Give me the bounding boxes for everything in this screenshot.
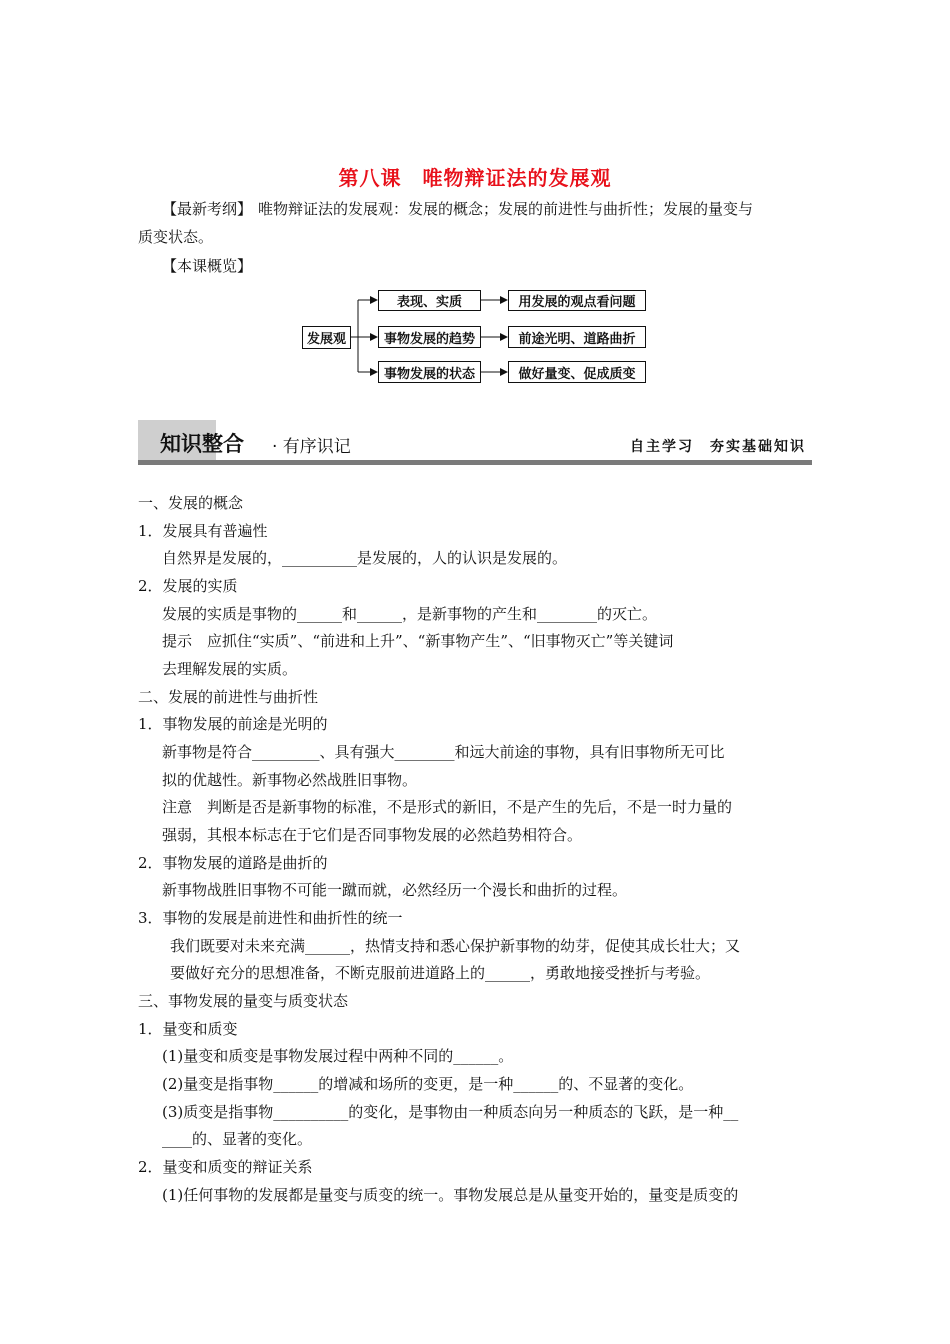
body-line: 我们既要对未来充满______，热情支持和悉心保护新事物的幼芽，促使其成长壮大；又 — [170, 937, 741, 955]
body-line: (3)质变是指事物__________的变化，是事物由一种质态向另一种质态的飞跃，是一种__ — [162, 1103, 739, 1121]
body-line: 新事物战胜旧事物不可能一蹴而就，必然经历一个漫长和曲折的过程。 — [162, 881, 628, 899]
body-line: (1)任何事物的发展都是量变与质变的统一。事物发展总是从量变开始的，量变是质变的 — [162, 1186, 739, 1204]
body-line: 去理解发展的实质。 — [162, 660, 298, 678]
flowchart-right-2: 前途光明、道路曲折 — [508, 326, 646, 348]
body-line: (1)量变和质变是事物发展过程中两种不同的______。 — [162, 1047, 514, 1065]
body-line: 2．事物发展的道路是曲折的 — [138, 854, 328, 872]
kaogang-text: 唯物辩证法的发展观：发展的概念；发展的前进性与曲折性；发展的量变与 — [258, 200, 754, 218]
flowchart-mid-3: 事物发展的状态 — [378, 361, 481, 383]
body-line: ____的、显著的变化。 — [162, 1130, 313, 1148]
body-line: 二、发展的前进性与曲折性 — [138, 688, 319, 706]
flowchart-right-1: 用发展的观点看问题 — [508, 290, 646, 311]
section-banner — [138, 420, 812, 468]
page-title: 第八课 唯物辩证法的发展观 — [338, 166, 612, 190]
body-line: 2．量变和质变的辩证关系 — [138, 1158, 313, 1176]
body-line: 新事物是符合_________、具有强大________和远大前途的事物，具有旧事物所无可比 — [162, 743, 725, 761]
banner-bar — [138, 460, 812, 465]
body-line: 1．发展具有普遍性 — [138, 522, 268, 540]
body-line: 拟的优越性。新事物必然战胜旧事物。 — [162, 771, 418, 789]
body-line: 一、发展的概念 — [138, 494, 244, 512]
body-line: 2．发展的实质 — [138, 577, 238, 595]
kaogang-cont: 质变状态。 — [138, 228, 214, 246]
kaogang-label: 【最新考纲】 — [162, 200, 253, 218]
flowchart-mid-2: 事物发展的趋势 — [378, 326, 481, 348]
body-line: 三、事物发展的量变与质变状态 — [138, 992, 349, 1010]
flowchart-root: 发展观 — [302, 326, 351, 349]
body-line: 提示 应抓住“实质”、“前进和上升”、“新事物产生”、“旧事物灭亡”等关键词 — [162, 632, 674, 650]
body-line: (2)量变是指事物______的增减和场所的变更，是一种______的、不显著的变化。 — [162, 1075, 694, 1093]
overview-label: 【本课概览】 — [162, 257, 253, 275]
body-line: 注意 判断是否是新事物的标准，不是形式的新旧，不是产生的先后，不是一时力量的 — [162, 798, 733, 816]
body-line: 3．事物的发展是前进性和曲折性的统一 — [138, 909, 403, 927]
banner-title: 知识整合 — [160, 432, 244, 456]
body-line: 要做好充分的思想准备，不断克服前进道路上的______，勇敢地接受挫折与考验。 — [170, 964, 711, 982]
flowchart-right-3: 做好量变、促成质变 — [508, 361, 646, 383]
kaogang-line — [162, 199, 753, 219]
banner-right: 自主学习 夯实基础知识 — [630, 439, 806, 455]
body-line: 强弱，其根本标志在于它们是否同事物发展的必然趋势相符合。 — [162, 826, 583, 844]
body-line: 1．事物发展的前途是光明的 — [138, 715, 328, 733]
body-line: 发展的实质是事物的______和______，是新事物的产生和________的灭亡。 — [162, 605, 658, 623]
flowchart-mid-1: 表现、实质 — [378, 290, 481, 311]
banner-subtitle: · 有序识记 — [272, 437, 351, 457]
body-line: 1．量变和质变 — [138, 1020, 238, 1038]
body-line: 自然界是发展的，__________是发展的，人的认识是发展的。 — [162, 549, 568, 567]
